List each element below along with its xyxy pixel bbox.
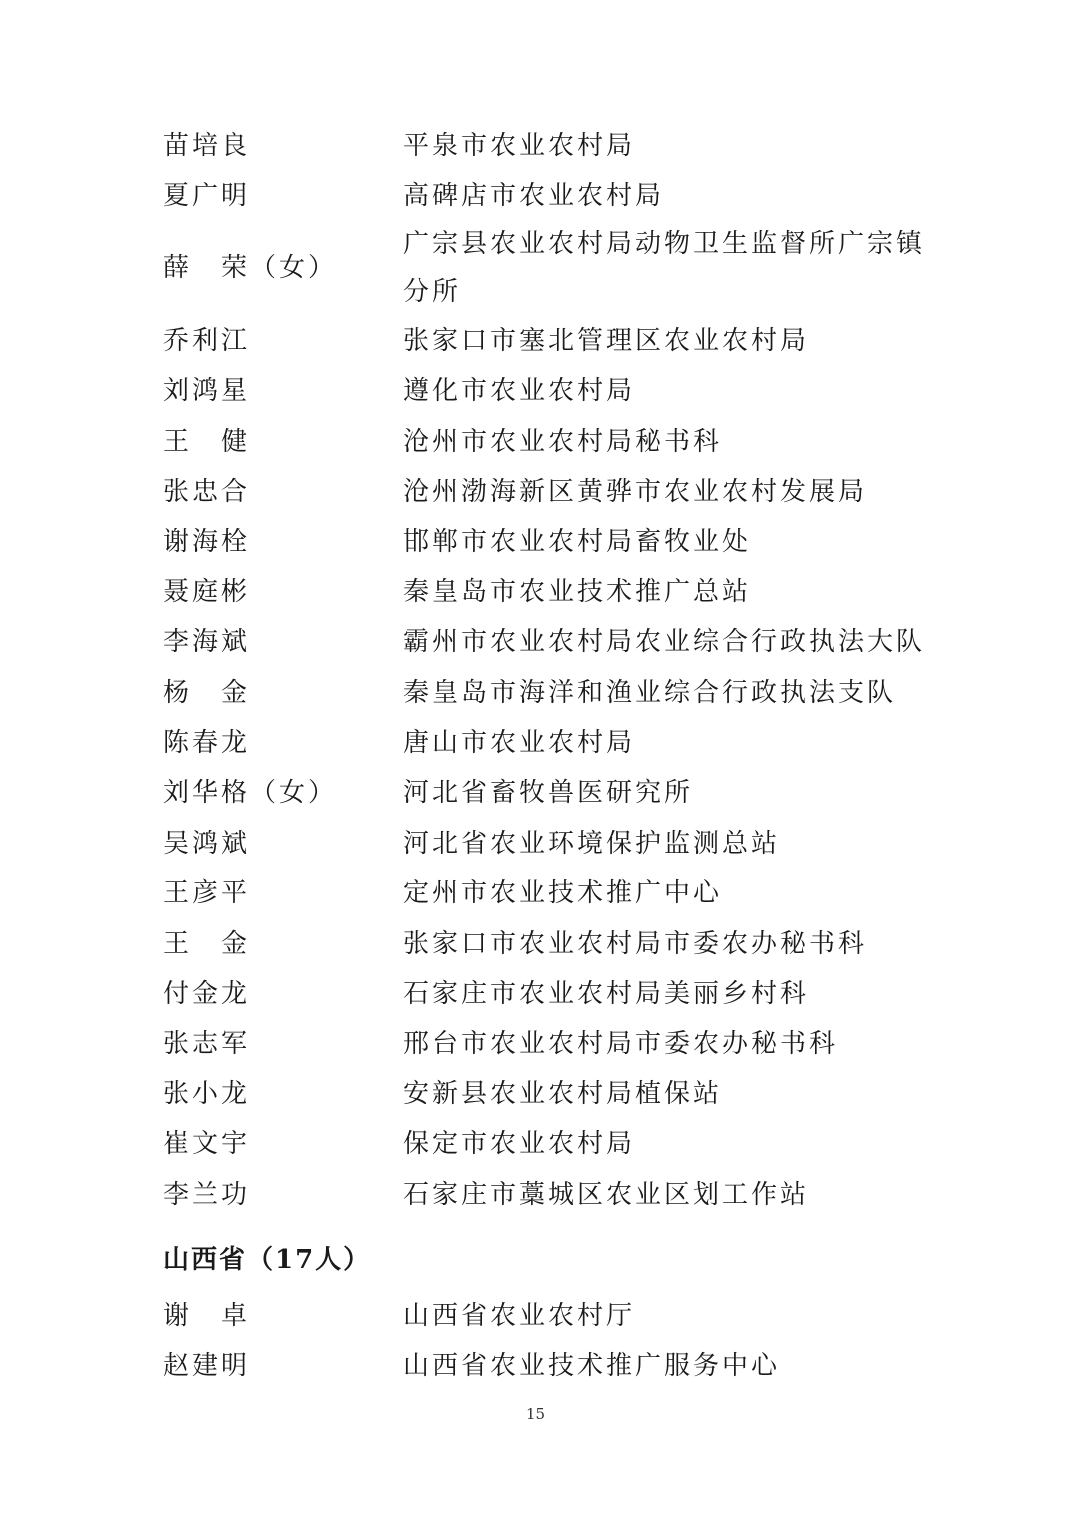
person-name: 王彦平 — [163, 878, 251, 908]
person-name: 谢海栓 — [163, 527, 251, 557]
person-name: 付金龙 — [163, 979, 251, 1009]
work-unit: 石家庄市藁城区农业区划工作站 — [403, 1180, 810, 1210]
person-name: 李兰功 — [163, 1180, 251, 1210]
work-unit: 山西省农业农村厅 — [403, 1301, 636, 1331]
person-name: 聂庭彬 — [163, 577, 251, 607]
work-unit: 高碑店市农业农村局 — [403, 181, 665, 211]
person-name: 谢 卓 — [163, 1301, 251, 1331]
work-unit: 邯郸市农业农村局畜牧业处 — [403, 527, 752, 557]
list-item — [163, 220, 943, 316]
person-name: 苗培良 — [163, 131, 251, 161]
person-name: 夏广明 — [163, 181, 251, 211]
person-name: 陈春龙 — [163, 728, 251, 758]
work-unit: 安新县农业农村局植保站 — [403, 1079, 723, 1109]
person-name: 乔利江 — [163, 326, 251, 356]
person-name: 王 健 — [163, 427, 251, 457]
person-name: 刘华格（女） — [163, 778, 338, 808]
page-number: 15 — [525, 1405, 546, 1423]
work-unit: 张家口市农业农村局市委农办秘书科 — [403, 929, 868, 959]
person-name: 张志军 — [163, 1029, 251, 1059]
person-name: 薛 荣（女） — [163, 253, 338, 283]
person-name: 赵建明 — [163, 1351, 251, 1381]
work-unit: 霸州市农业农村局农业综合行政执法大队 — [403, 627, 926, 657]
work-unit: 唐山市农业农村局 — [403, 728, 636, 758]
work-unit: 沧州渤海新区黄骅市农业农村发展局 — [403, 477, 868, 507]
work-unit: 河北省畜牧兽医研究所 — [403, 778, 694, 808]
person-name: 吴鸿斌 — [163, 829, 251, 859]
section-heading: 山西省（17人） — [163, 1245, 372, 1275]
work-unit: 遵化市农业农村局 — [403, 376, 636, 406]
work-unit: 保定市农业农村局 — [403, 1129, 636, 1159]
work-unit: 山西省农业技术推广服务中心 — [403, 1351, 781, 1381]
work-unit: 平泉市农业农村局 — [403, 131, 636, 161]
work-unit: 石家庄市农业农村局美丽乡村科 — [403, 979, 810, 1009]
person-name: 李海斌 — [163, 627, 251, 657]
work-unit: 广宗县农业农村局动物卫生监督所广宗镇分所 — [403, 229, 926, 307]
work-unit: 沧州市农业农村局秘书科 — [403, 427, 723, 457]
work-unit: 定州市农业技术推广中心 — [403, 878, 723, 908]
work-unit: 河北省农业环境保护监测总站 — [403, 829, 781, 859]
person-name: 刘鸿星 — [163, 376, 251, 406]
work-unit: 张家口市塞北管理区农业农村局 — [403, 326, 810, 356]
person-name: 崔文宇 — [163, 1129, 251, 1159]
work-unit: 秦皇岛市海洋和渔业综合行政执法支队 — [403, 678, 897, 708]
work-unit: 秦皇岛市农业技术推广总站 — [403, 577, 752, 607]
person-name: 张小龙 — [163, 1079, 251, 1109]
person-name: 杨 金 — [163, 678, 251, 708]
work-unit: 邢台市农业农村局市委农办秘书科 — [403, 1029, 839, 1059]
person-name: 张忠合 — [163, 477, 251, 507]
person-name: 王 金 — [163, 929, 251, 959]
